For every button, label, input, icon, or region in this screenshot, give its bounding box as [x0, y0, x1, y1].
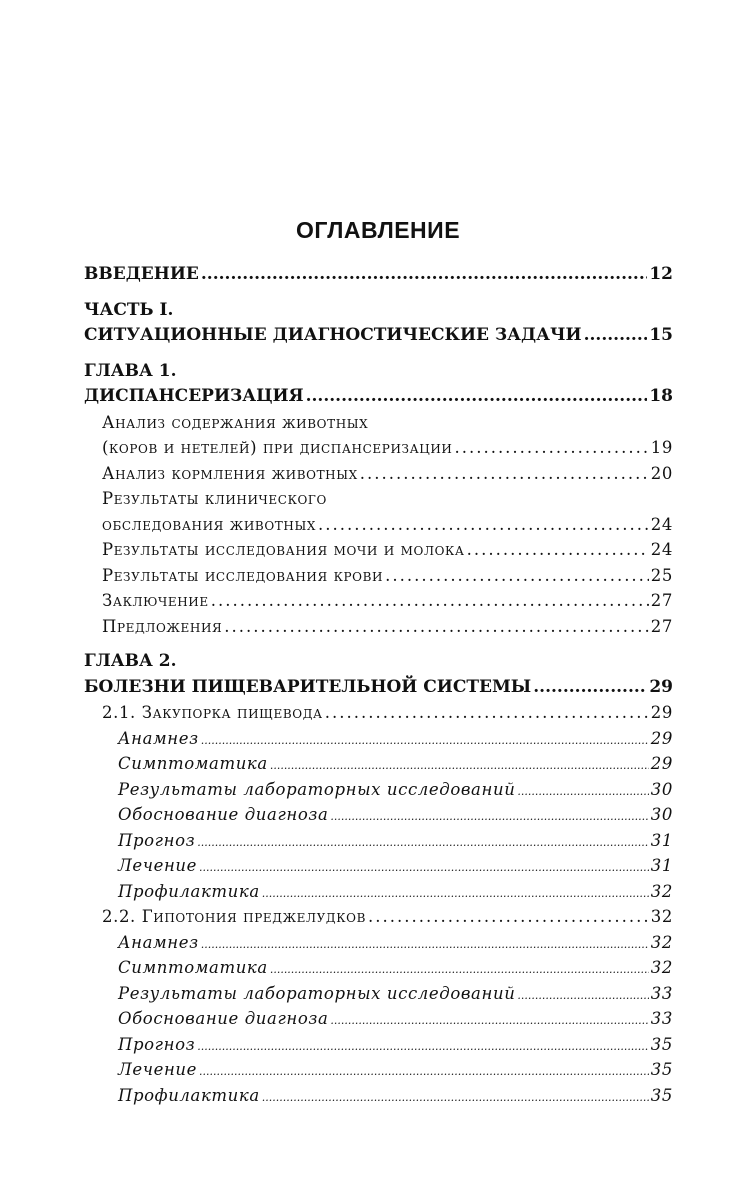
toc-label: Лечение	[118, 1060, 198, 1079]
toc-entry-part1	[84, 323, 673, 349]
toc-subentry	[84, 751, 673, 777]
toc-label: Результаты исследования мочи и молока	[102, 540, 465, 559]
dot-leader	[385, 563, 649, 589]
toc-page-number: 35	[650, 1034, 673, 1054]
toc-subentry	[84, 955, 673, 981]
dot-leader	[199, 1059, 649, 1085]
toc-page-number: 32	[650, 932, 673, 952]
dot-leader	[318, 512, 649, 538]
dot-leader	[211, 588, 649, 614]
toc-entry	[84, 512, 673, 538]
toc-page-number: 35	[650, 1085, 673, 1105]
toc-label: БОЛЕЗНИ ПИЩЕВАРИТЕЛЬНОЙ СИСТЕМЫ	[84, 676, 532, 697]
toc-label: Предложения	[102, 616, 223, 636]
dot-leader	[368, 904, 649, 930]
toc-page-number: 33	[650, 983, 673, 1003]
dot-leader	[201, 932, 649, 958]
toc-label: Результаты лабораторных исследований	[118, 983, 516, 1003]
toc-page-number: 29	[650, 703, 673, 722]
toc-label: (коров и нетелей) при диспансеризации	[102, 438, 453, 457]
toc-page-number: 32	[650, 907, 673, 926]
toc-entry-chapter1	[84, 384, 673, 410]
dot-leader	[533, 675, 647, 701]
toc-subentry	[84, 1057, 673, 1083]
toc-label: Анамнез	[118, 728, 199, 748]
toc-entry	[84, 614, 673, 640]
dot-leader	[199, 855, 649, 881]
toc-subentry	[84, 802, 673, 828]
dot-leader	[360, 461, 649, 487]
toc-subentry	[84, 726, 673, 752]
dot-leader	[517, 983, 648, 1009]
toc-label: 2.1. Закупорка пищевода	[102, 703, 323, 722]
toc-label: обследования животных	[102, 514, 316, 534]
dot-leader	[270, 957, 649, 983]
page-title: ОГЛАВЛЕНИЕ	[295, 217, 461, 243]
toc-label: СИТУАЦИОННЫЕ ДИАГНОСТИЧЕСКИЕ ЗАДАЧИ	[84, 325, 582, 345]
toc-page-number: 32	[650, 881, 673, 901]
dot-leader	[467, 537, 649, 563]
toc-entry-intro	[84, 262, 673, 288]
toc-subentry	[84, 1032, 673, 1058]
toc-page-number: 32	[650, 958, 673, 977]
toc-subentry	[84, 879, 673, 905]
chapter-heading: ГЛАВА 1.	[84, 360, 177, 381]
toc-label: Анализ кормления животных	[102, 463, 358, 483]
dot-leader	[262, 1085, 649, 1111]
dot-leader	[454, 435, 648, 461]
toc-section-2-1	[84, 700, 673, 726]
toc-label: Анамнез	[118, 932, 199, 952]
toc-label: Результаты лабораторных исследований	[118, 779, 516, 799]
toc-subentry	[84, 1006, 673, 1032]
toc-entry-line: Анализ содержания животных	[102, 412, 369, 432]
toc-subentry	[84, 930, 673, 956]
toc-page-number: 35	[650, 1060, 673, 1079]
toc-entry	[84, 563, 673, 589]
toc-page-number: 29	[649, 676, 673, 697]
dot-leader	[325, 700, 649, 726]
toc-entry	[84, 435, 673, 461]
toc-label: Симптоматика	[118, 754, 268, 773]
dot-leader	[517, 779, 648, 805]
dot-leader	[330, 1008, 648, 1034]
toc-page-number: 31	[650, 830, 673, 850]
toc-label: Обоснование диагноза	[118, 1009, 329, 1028]
dot-leader	[262, 881, 649, 907]
toc-entry-line: Результаты клинического	[102, 489, 327, 508]
toc-page-number: 19	[650, 438, 673, 457]
toc-page-number: 27	[650, 591, 673, 610]
toc-page-number: 29	[650, 754, 673, 773]
dot-leader	[201, 262, 647, 288]
dot-leader	[224, 614, 649, 640]
toc-entry	[84, 588, 673, 614]
toc-label: Симптоматика	[118, 958, 268, 977]
dot-leader	[330, 804, 648, 830]
toc-label: ВВЕДЕНИЕ	[84, 264, 199, 284]
toc-label: Профилактика	[118, 881, 260, 901]
toc-page-number: 30	[650, 805, 673, 824]
toc-page-number: 24	[650, 514, 673, 534]
toc-label: Лечение	[118, 856, 198, 875]
toc-entry	[84, 537, 673, 563]
toc-entry-chapter2	[84, 675, 673, 701]
dot-leader	[197, 1034, 649, 1060]
chapter-heading: ГЛАВА 2.	[84, 651, 177, 671]
toc-entry	[84, 461, 673, 487]
dot-leader	[201, 728, 649, 754]
toc-subentry	[84, 853, 673, 879]
toc-label: Прогноз	[118, 1034, 196, 1054]
toc-page-number: 15	[649, 325, 673, 345]
toc-page-number: 20	[650, 463, 673, 483]
dot-leader	[270, 753, 649, 779]
toc-page-number: 12	[649, 264, 673, 284]
toc-subentry	[84, 828, 673, 854]
dot-leader	[197, 830, 649, 856]
toc-label: Результаты исследования крови	[102, 565, 384, 585]
toc-page-number: 24	[650, 540, 673, 559]
toc-page-number: 31	[650, 856, 673, 875]
toc-page-number: 30	[650, 779, 673, 799]
toc-label: Обоснование диагноза	[118, 805, 329, 824]
table-of-contents	[84, 262, 673, 1108]
toc-label: ДИСПАНСЕРИЗАЦИЯ	[84, 386, 304, 406]
toc-subentry	[84, 981, 673, 1007]
toc-subentry	[84, 777, 673, 803]
toc-page-number: 25	[650, 565, 673, 585]
toc-label: Профилактика	[118, 1085, 260, 1105]
toc-page-number: 18	[649, 386, 673, 406]
toc-subentry	[84, 1083, 673, 1109]
toc-label: 2.2. Гипотония преджелудков	[102, 907, 367, 926]
dot-leader	[584, 323, 648, 349]
toc-section-2-2	[84, 904, 673, 930]
toc-page-number: 33	[650, 1009, 673, 1028]
toc-label: Прогноз	[118, 830, 196, 850]
toc-page-number: 27	[650, 616, 673, 636]
dot-leader	[306, 384, 648, 410]
toc-page-number: 29	[650, 728, 673, 748]
toc-label: Заключение	[102, 591, 209, 610]
part-heading: ЧАСТЬ I.	[84, 299, 174, 320]
